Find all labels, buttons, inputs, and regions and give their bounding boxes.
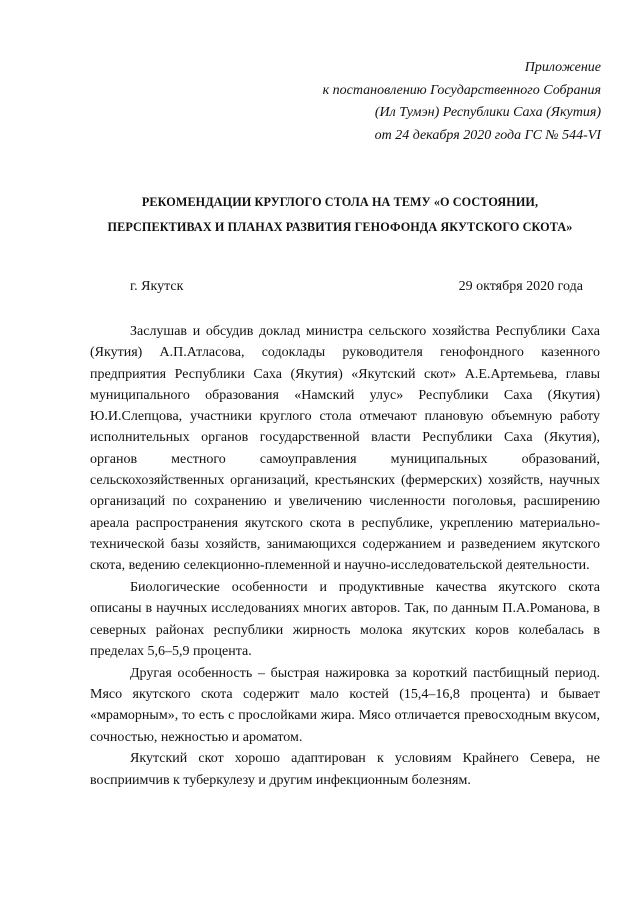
body-paragraph: Заслушав и обсудив доклад министра сельского хозяйства Республики Саха (Якутия) А.П.Атласова, содоклады руководителя генофондного казенного предприятия Республики Саха (Якутия) «Якутский скот» А.Е.Артемьева, главы муниципального образования «Намский улус» Республики Саха (Якутия) Ю.И.Слепцова, участники круглого стола отмечают плановую объемную работу исполнительных органов государственной власти Республики Саха (Якутия), органов местного самоуправления муниципальных образований, сельскохозяйственных организаций, крестьянских (фермерских) хозяйств, научных организаций по сохранению и увеличению численности поголовья, расширению ареала распространения якутского скота в республике, укреплению материально-технической базы хозяйств, занимающихся содержанием и разведением якутского скота, ведению селекционно-племенной и научно-исследовательской деятельности. — [90, 324, 600, 574]
appendix-line: от 24 декабря 2020 года ГС № 544-VI — [374, 127, 601, 143]
document-body — [90, 321, 600, 792]
appendix-header — [323, 57, 601, 147]
appendix-line: к постановлению Государственного Собрания — [322, 82, 601, 98]
appendix-line: (Ил Тумэн) Республики Саха (Якутия) — [374, 105, 601, 120]
appendix-line: Приложение — [524, 60, 601, 75]
document-date: 29 октября 2020 года — [458, 279, 583, 294]
title-line: ПЕРСПЕКТИВАХ И ПЛАНАХ РАЗВИТИЯ ГЕНОФОНДА ЯКУТСКОГО СКОТА» — [107, 220, 573, 234]
body-paragraph: Биологические особенности и продуктивные качества якутского скота описаны в научных исследованиях многих авторов. Так, по данным П.А.Романова, в северных районах республики жирность молока якутских коров колебалась в пределах 5,6–5,9 процента. — [90, 580, 600, 659]
body-paragraph: Якутский скот хорошо адаптирован к условиям Крайнего Севера, не восприимчив к туберкулезу и другим инфекционным болезням. — [90, 751, 600, 788]
body-paragraph: Другая особенность – быстрая нажировка за короткий пастбищный период. Мясо якутского скота содержит мало костей (15,4–16,8 процента) и бывает «мраморным», то есть с прослойками жира. Мясо отличается превосходным вкусом, сочностью, нежностью и ароматом. — [90, 665, 600, 745]
document-title — [90, 190, 590, 240]
title-line: РЕКОМЕНДАЦИИ КРУГЛОГО СТОЛА НА ТЕМУ «О СОСТОЯНИИ, — [141, 195, 539, 209]
document-place: г. Якутск — [130, 279, 184, 294]
